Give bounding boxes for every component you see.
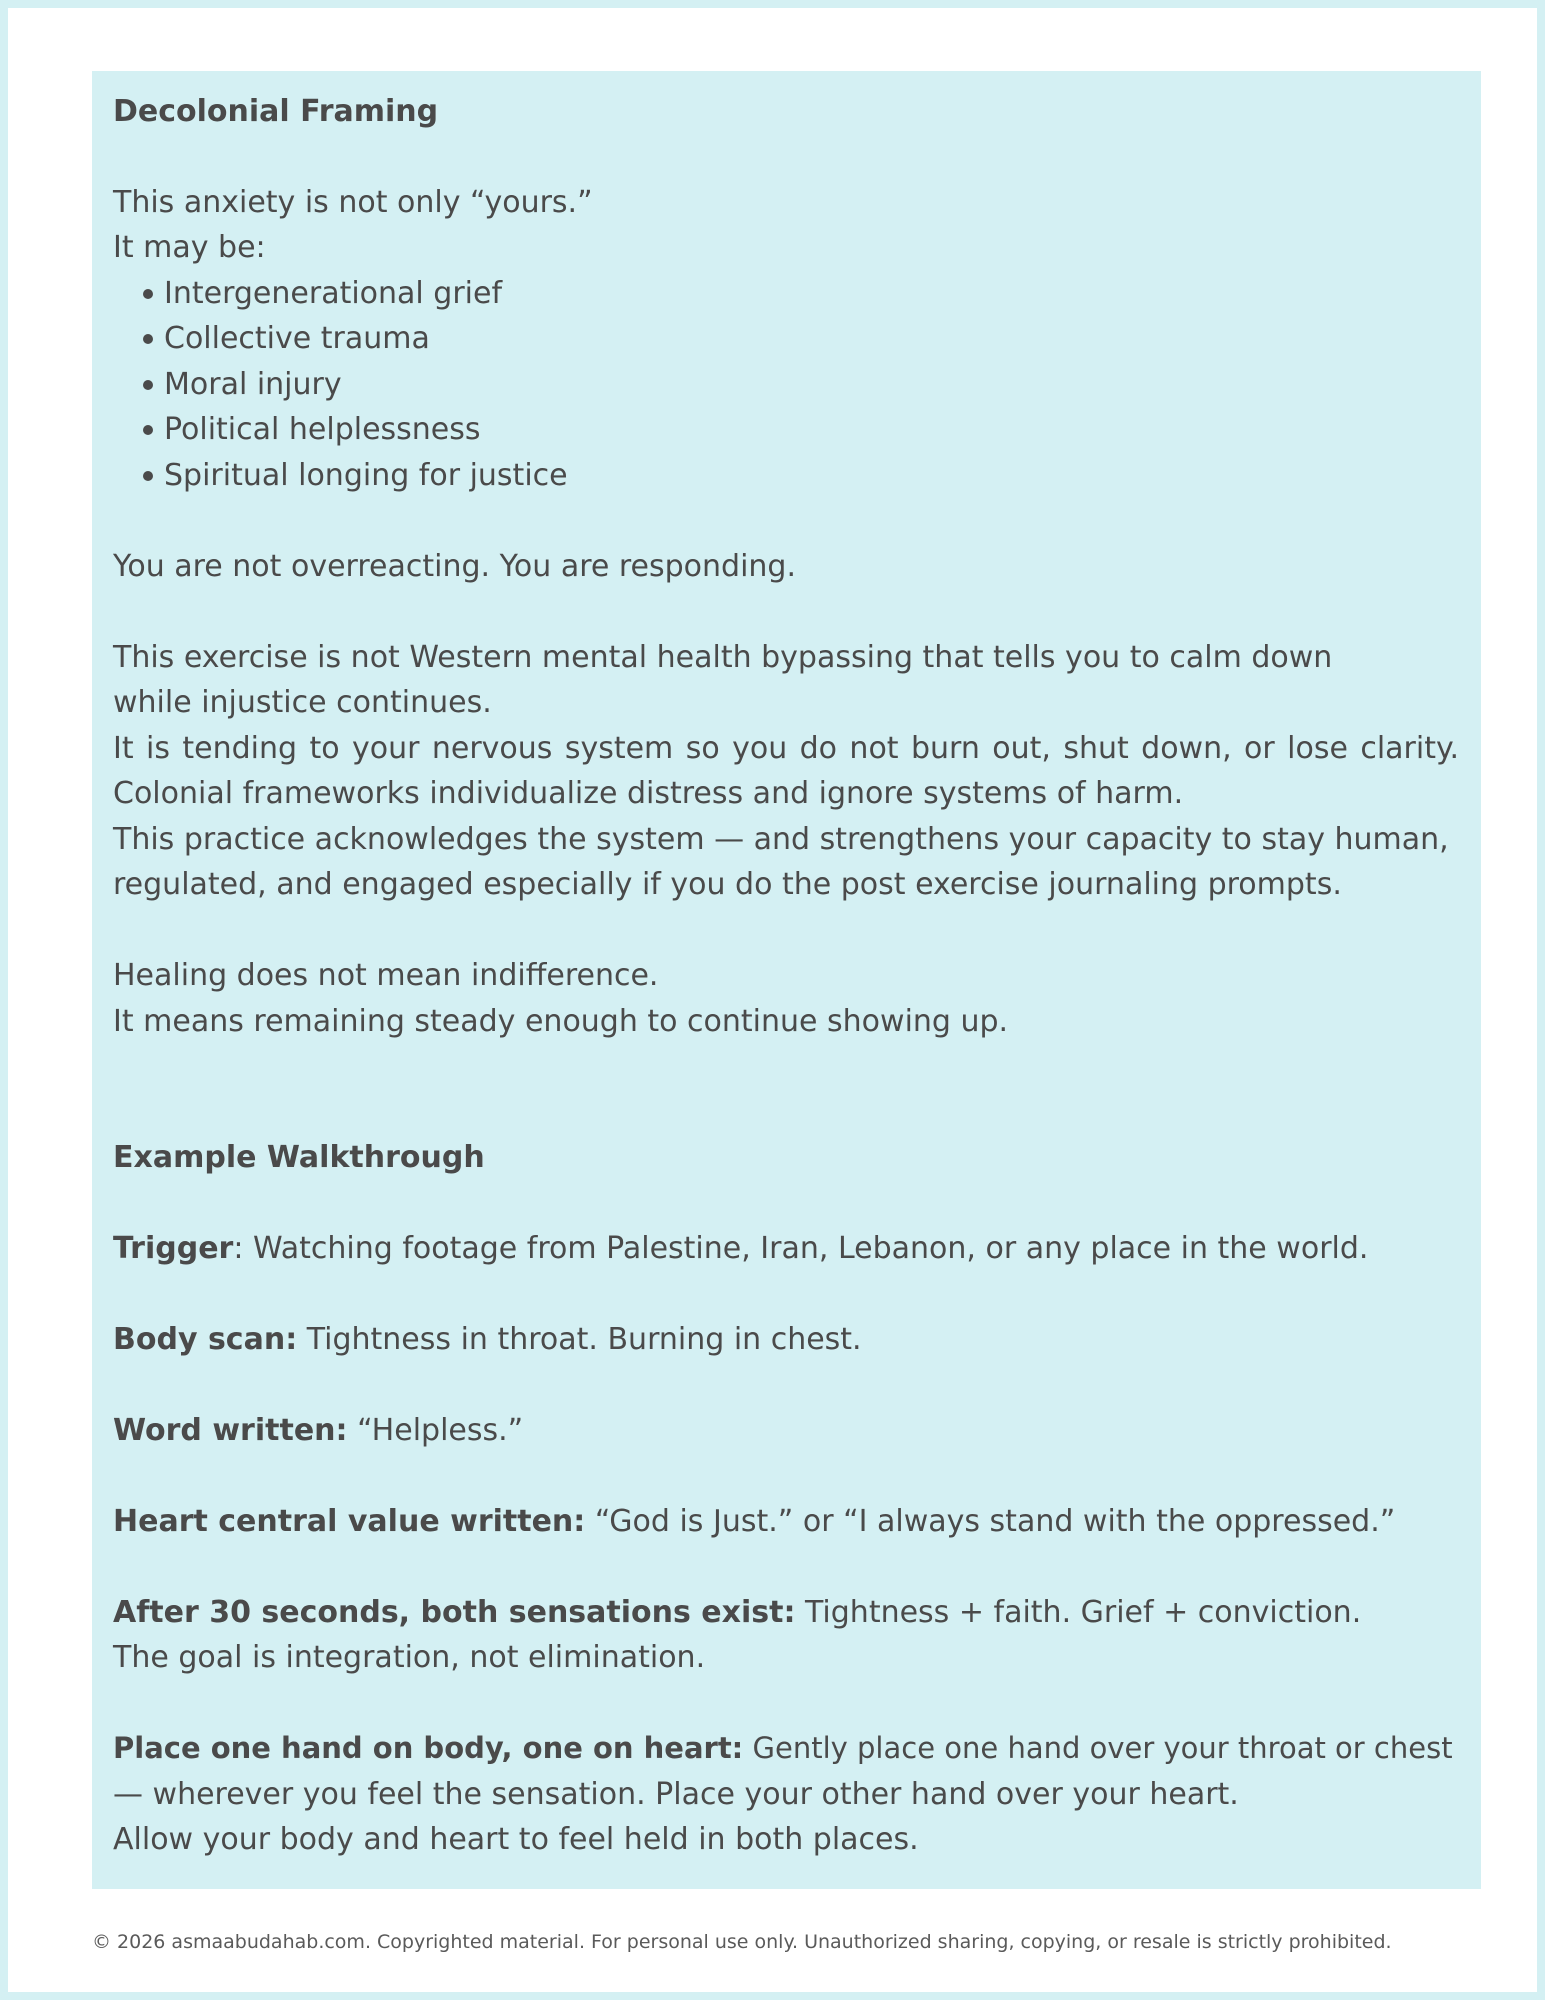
walkthrough-trigger: [113, 1226, 1459, 1272]
spacer: [113, 1362, 1459, 1408]
word-text: “Helpless.”: [347, 1412, 524, 1448]
framing-bullet-list: [113, 271, 1459, 499]
walkthrough-goal: The goal is integration, not elimination.: [113, 1640, 706, 1675]
exercise-line: regulated, and engaged especially if you do the post exercise journaling prompts.: [113, 867, 1342, 902]
exercise-line: Colonial frameworks individualize distress and ignore systems of harm.: [113, 776, 1184, 811]
spacer: [113, 1453, 1459, 1499]
list-item: Moral injury: [143, 362, 1459, 408]
list-item: Political helplessness: [143, 407, 1459, 453]
intro-line: This anxiety is not only “yours.”: [113, 184, 593, 220]
section-heading-decolonial-framing: Decolonial Framing: [113, 94, 439, 129]
exercise-line: This exercise is not Western mental health bypassing that tells you to calm down: [113, 639, 1333, 675]
walkthrough-body-scan: [113, 1317, 1459, 1363]
copyright-footer: © 2026 asmaabudahab.com. Copyrighted material. For personal use only. Unauthorized sharing, copying, or resale is strictly prohibited.: [92, 1931, 1392, 1953]
list-item: Intergenerational grief: [143, 271, 1459, 317]
hand-label: Place one hand on body, one on heart:: [113, 1731, 744, 1765]
spacer: [113, 589, 1459, 635]
walkthrough-hand-line: — wherever you feel the sensation. Place your other hand over your heart.: [113, 1776, 1239, 1812]
responding-line: You are not overreacting. You are responding.: [113, 548, 797, 584]
heart-label: Heart central value written:: [113, 1503, 586, 1539]
walkthrough-word: [113, 1408, 1459, 1454]
spacer: [113, 498, 1459, 544]
spacer: [113, 1681, 1459, 1727]
intro-line: It may be:: [113, 230, 266, 265]
walkthrough-hand-line: Allow your body and heart to feel held in both places.: [113, 1822, 919, 1857]
spacer: [113, 908, 1459, 954]
heart-text: “God is Just.” or “I always stand with the oppressed.”: [585, 1503, 1396, 1539]
walkthrough-hand: [113, 1726, 1459, 1772]
walkthrough-heart-value: [113, 1499, 1459, 1545]
spacer: [113, 1180, 1459, 1226]
section-heading-example-walkthrough: Example Walkthrough: [113, 1140, 485, 1175]
spacer: [113, 1271, 1459, 1317]
after-text: Tightness + faith. Grief + conviction.: [795, 1594, 1362, 1630]
trigger-text: : Watching footage from Palestine, Iran, Lebanon, or any place in the world.: [233, 1230, 1369, 1266]
exercise-line: This practice acknowledges the system — and strengthens your capacity to stay human,: [113, 821, 1449, 857]
healing-line: Healing does not mean indifference.: [113, 958, 659, 993]
spacer: [113, 1544, 1459, 1590]
walkthrough-after: [113, 1590, 1459, 1636]
content-panel: [92, 71, 1481, 1889]
after-label: After 30 seconds, both sensations exist:: [113, 1594, 796, 1630]
body-scan-text: Tightness in throat. Burning in chest.: [297, 1321, 862, 1357]
list-item: Collective trauma: [143, 316, 1459, 362]
word-label: Word written:: [113, 1412, 348, 1448]
hand-text: Gently place one hand over your throat or chest: [743, 1731, 1453, 1765]
trigger-label: Trigger: [113, 1230, 234, 1266]
list-item: Spiritual longing for justice: [143, 453, 1459, 499]
exercise-line: while injustice continues.: [113, 685, 492, 720]
body-scan-label: Body scan:: [113, 1321, 298, 1357]
spacer: [113, 1090, 1459, 1136]
spacer: [113, 1044, 1459, 1090]
healing-line: It means remaining steady enough to continue showing up.: [113, 1003, 1009, 1039]
spacer: [113, 134, 1459, 180]
exercise-line: It is tending to your nervous system so you do not burn out, shut down, or lose clarity.: [113, 730, 1459, 766]
